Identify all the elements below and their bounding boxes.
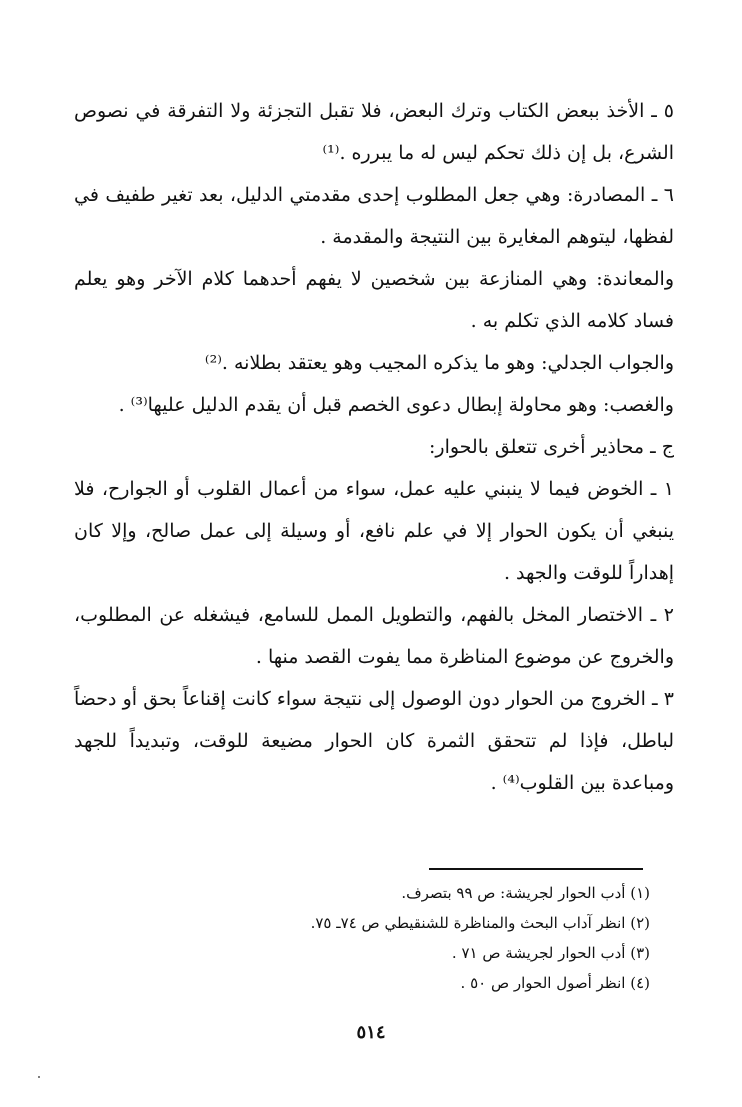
footnote-divider bbox=[429, 868, 643, 870]
paragraph-item-1: ١ ـ الخوض فيما لا ينبني عليه عمل، سواء من أعمال القلوب أو الجوارح، فلا ينبغي أن يكون الحوار إلا في علم نافع، أو وسيلة إلى عمل صالح، وإلا كان إهداراً للوقت والجهد . bbox=[74, 478, 674, 584]
main-text bbox=[74, 90, 674, 804]
paragraph-musadara: ٦ ـ المصادرة: وهي جعل المطلوب إحدى مقدمتي الدليل، بعد تغير طفيف في لفظها، ليتوهم المغايرة بين النتيجة والمقدمة . bbox=[74, 184, 674, 248]
footnote-4: (٤) انظر أصول الحوار ص ٥٠ . bbox=[460, 974, 650, 992]
footnote-1: (١) أدب الحوار لجريشة: ص ٩٩ بتصرف. bbox=[401, 884, 650, 902]
footnote-3: (٣) أدب الحوار لجريشة ص ٧١ . bbox=[451, 944, 650, 962]
page-number: ٥١٤ bbox=[356, 1022, 386, 1043]
paragraph-ghasb: والغصب: وهو محاولة إبطال دعوى الخصم قبل أن يقدم الدليل عليها⁽³⁾ . bbox=[118, 394, 674, 416]
footnotes bbox=[250, 878, 650, 998]
paragraph-item-5: ٥ ـ الأخذ ببعض الكتاب وترك البعض، فلا تقبل التجزئة ولا التفرقة في نصوص الشرع، بل إن ذلك تحكم ليس له ما يبرره .⁽¹⁾ bbox=[74, 100, 674, 164]
scan-speck bbox=[38, 1076, 40, 1078]
paragraph-item-2: ٢ ـ الاختصار المخل بالفهم، والتطويل الممل للسامع، فيشغله عن المطلوب، والخروج عن موضوع المناظرة مما يفوت القصد منها . bbox=[74, 604, 674, 668]
paragraph-jawab-jadali: والجواب الجدلي: وهو ما يذكره المجيب وهو يعتقد بطلانه .⁽²⁾ bbox=[204, 352, 674, 374]
footnote-2: (٢) انظر آداب البحث والمناظرة للشنقيطي ص ٧٤ـ ٧٥. bbox=[310, 914, 650, 932]
section-heading: ج ـ محاذير أخرى تتعلق بالحوار: bbox=[429, 436, 674, 458]
paragraph-muanada: والمعاندة: وهي المنازعة بين شخصين لا يفهم أحدهما كلام الآخر وهو يعلم فساد كلامه الذي تكلم به . bbox=[74, 268, 674, 332]
paragraph-item-3: ٣ ـ الخروج من الحوار دون الوصول إلى نتيجة سواء كانت إقناعاً بحق أو دحضاً لباطل، فإذا لم تتحقق الثمرة كان الحوار مضيعة للوقت، وتبديداً للجهد ومباعدة بين القلوب⁽⁴⁾ . bbox=[74, 688, 674, 794]
